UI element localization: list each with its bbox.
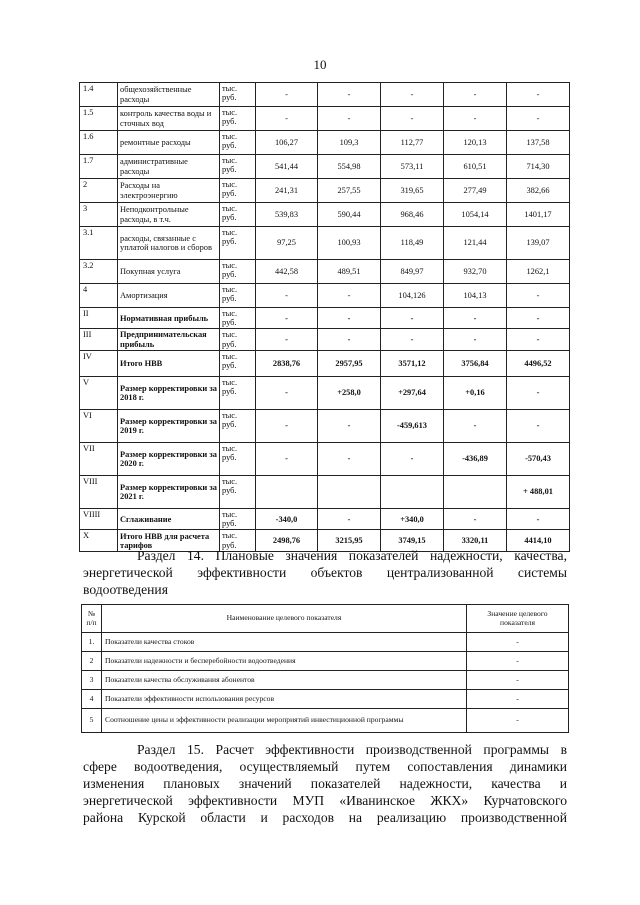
indicator-num: 1. xyxy=(82,633,102,652)
row-code: 1.7 xyxy=(80,155,118,179)
table-row xyxy=(80,350,570,376)
indicator-value: - xyxy=(467,709,569,733)
row-value: 1054,14 xyxy=(444,203,507,227)
row-name: Неподконтрольные расходы, в т.ч. xyxy=(118,203,220,227)
indicator-name: Показатели качества обслуживания абонентов xyxy=(102,671,467,690)
row-code: 1.6 xyxy=(80,131,118,155)
row-value: - xyxy=(256,284,318,308)
indicator-num: 2 xyxy=(82,652,102,671)
row-value: 257,55 xyxy=(318,179,381,203)
row-code: X xyxy=(80,530,118,552)
row-name: Нормативная прибыль xyxy=(118,308,220,329)
row-code: III xyxy=(80,329,118,350)
row-value: + 488,01 xyxy=(507,475,570,508)
row-value: - xyxy=(256,376,318,409)
indicator-num: 4 xyxy=(82,690,102,709)
row-value: 277,49 xyxy=(444,179,507,203)
row-value: 541,44 xyxy=(256,155,318,179)
row-value: 382,66 xyxy=(507,179,570,203)
row-code: 1.5 xyxy=(80,107,118,131)
row-value xyxy=(444,475,507,508)
row-value: - xyxy=(507,284,570,308)
indicator-num: 5 xyxy=(82,709,102,733)
row-value: - xyxy=(256,329,318,350)
row-name: Расходы на электроэнергию xyxy=(118,179,220,203)
row-name: Размер корректировки за 2019 г. xyxy=(118,409,220,442)
row-unit: тыс. руб. xyxy=(220,442,256,475)
row-value: - xyxy=(507,409,570,442)
table-row xyxy=(80,107,570,131)
row-code: VII xyxy=(80,442,118,475)
row-value: 109,3 xyxy=(318,131,381,155)
table-row xyxy=(82,671,569,690)
section-15-line: района Курской области и расходов на реализацию производственной xyxy=(83,810,567,825)
row-unit: тыс. руб. xyxy=(220,131,256,155)
row-code: 4 xyxy=(80,284,118,308)
row-value: 539,83 xyxy=(256,203,318,227)
table-row xyxy=(80,475,570,508)
row-value: 2838,76 xyxy=(256,350,318,376)
row-value: - xyxy=(507,308,570,329)
row-value: 2498,76 xyxy=(256,530,318,552)
table-row xyxy=(80,260,570,284)
row-value: - xyxy=(256,442,318,475)
row-unit: тыс. руб. xyxy=(220,350,256,376)
row-value: - xyxy=(381,308,444,329)
row-value: - xyxy=(444,329,507,350)
row-value: 573,11 xyxy=(381,155,444,179)
row-value: - xyxy=(507,107,570,131)
row-unit: тыс. руб. xyxy=(220,203,256,227)
row-value: 932,70 xyxy=(444,260,507,284)
row-value: -436,89 xyxy=(444,442,507,475)
page-number: 10 xyxy=(313,57,327,72)
row-value: - xyxy=(318,284,381,308)
table-row xyxy=(80,376,570,409)
row-code: 1.4 xyxy=(80,83,118,107)
row-value: 3571,12 xyxy=(381,350,444,376)
row-unit: тыс. руб. xyxy=(220,376,256,409)
row-value: 3320,11 xyxy=(444,530,507,552)
row-value: -340,0 xyxy=(256,508,318,529)
row-unit: тыс. руб. xyxy=(220,475,256,508)
row-value: 2957,95 xyxy=(318,350,381,376)
row-value: 139,07 xyxy=(507,227,570,260)
row-unit: тыс. руб. xyxy=(220,508,256,529)
row-value: - xyxy=(318,83,381,107)
row-name: расходы, связанные с уплатой налогов и сборов xyxy=(118,227,220,260)
row-value: 104,13 xyxy=(444,284,507,308)
row-value: 554,98 xyxy=(318,155,381,179)
row-value: - xyxy=(507,376,570,409)
indicator-value: - xyxy=(467,671,569,690)
row-unit: тыс. руб. xyxy=(220,329,256,350)
row-name: общехозяйственные расходы xyxy=(118,83,220,107)
row-value: - xyxy=(318,442,381,475)
section-15-line: сфере водоотведения, осуществляемый путем сопоставления динамики xyxy=(83,759,567,774)
row-value: -459,613 xyxy=(381,409,444,442)
row-value: - xyxy=(256,308,318,329)
row-value: 489,51 xyxy=(318,260,381,284)
row-value: 100,93 xyxy=(318,227,381,260)
indicator-name: Показатели качества стоков xyxy=(102,633,467,652)
row-value xyxy=(318,475,381,508)
row-unit: тыс. руб. xyxy=(220,179,256,203)
row-value: - xyxy=(444,107,507,131)
row-value: 610,51 xyxy=(444,155,507,179)
row-value: 849,97 xyxy=(381,260,444,284)
row-unit: тыс. руб. xyxy=(220,409,256,442)
indicator-name: Показатели надежности и бесперебойности водоотведения xyxy=(102,652,467,671)
row-value: +0,16 xyxy=(444,376,507,409)
row-value: - xyxy=(381,329,444,350)
row-value: - xyxy=(318,508,381,529)
row-value: 442,58 xyxy=(256,260,318,284)
row-value: 1401,17 xyxy=(507,203,570,227)
table-row xyxy=(82,633,569,652)
row-value: - xyxy=(444,508,507,529)
row-value xyxy=(381,475,444,508)
row-unit: тыс. руб. xyxy=(220,227,256,260)
row-name: Размер корректировки за 2021 г. xyxy=(118,475,220,508)
row-value: 3749,15 xyxy=(381,530,444,552)
header-name: Наименование целевого показателя xyxy=(102,605,467,633)
indicator-num: 3 xyxy=(82,671,102,690)
section-14-heading xyxy=(83,547,567,598)
row-value: 97,25 xyxy=(256,227,318,260)
table-row xyxy=(80,131,570,155)
row-value: 112,77 xyxy=(381,131,444,155)
table-row xyxy=(82,652,569,671)
row-value: 120,13 xyxy=(444,131,507,155)
row-code: 3 xyxy=(80,203,118,227)
table-row xyxy=(80,284,570,308)
header-value: Значение целевого показателя xyxy=(467,605,569,633)
row-code: 3.1 xyxy=(80,227,118,260)
section-15-line: изменения плановых значений показателей надежности, качества и xyxy=(83,776,567,791)
section-15-line: энергетической эффективности МУП «Иванинское ЖКХ» Курчатовского xyxy=(83,793,567,808)
row-value: - xyxy=(507,508,570,529)
row-name: административные расходы xyxy=(118,155,220,179)
table-row xyxy=(80,409,570,442)
row-code: V xyxy=(80,376,118,409)
row-value: 714,30 xyxy=(507,155,570,179)
row-name: ремонтные расходы xyxy=(118,131,220,155)
row-code: 2 xyxy=(80,179,118,203)
row-value: +258,0 xyxy=(318,376,381,409)
section-15-line: Раздел 15. Расчет эффективности производственной программы в xyxy=(137,742,567,757)
row-value: - xyxy=(256,83,318,107)
row-name: контроль качества воды и сточных вод xyxy=(118,107,220,131)
row-value: - xyxy=(318,308,381,329)
row-value: 3215,95 xyxy=(318,530,381,552)
indicator-value: - xyxy=(467,652,569,671)
row-code: 3.2 xyxy=(80,260,118,284)
row-value: - xyxy=(256,107,318,131)
row-value: +297,64 xyxy=(381,376,444,409)
header-num: № п/п xyxy=(82,605,102,633)
table-row xyxy=(80,155,570,179)
row-code: IV xyxy=(80,350,118,376)
row-name: Амортизация xyxy=(118,284,220,308)
indicator-value: - xyxy=(467,633,569,652)
row-name: Размер корректировки за 2020 г. xyxy=(118,442,220,475)
table-row xyxy=(80,227,570,260)
row-value: - xyxy=(318,329,381,350)
row-name: Размер корректировки за 2018 г. xyxy=(118,376,220,409)
row-unit: тыс. руб. xyxy=(220,308,256,329)
table-row xyxy=(80,329,570,350)
table-row xyxy=(80,83,570,107)
table-row xyxy=(80,508,570,529)
row-value: +340,0 xyxy=(381,508,444,529)
row-value: 241,31 xyxy=(256,179,318,203)
row-name: Покупная услуга xyxy=(118,260,220,284)
row-value: 968,46 xyxy=(381,203,444,227)
table-row xyxy=(80,179,570,203)
row-code: II xyxy=(80,308,118,329)
row-value: 319,65 xyxy=(381,179,444,203)
row-value: 4414,10 xyxy=(507,530,570,552)
indicator-value: - xyxy=(467,690,569,709)
row-value: - xyxy=(256,409,318,442)
row-value: 4496,52 xyxy=(507,350,570,376)
row-value: - xyxy=(381,83,444,107)
row-code: VIIII xyxy=(80,508,118,529)
row-unit: тыс. руб. xyxy=(220,155,256,179)
row-code: VIII xyxy=(80,475,118,508)
row-unit: тыс. руб. xyxy=(220,530,256,552)
row-name: Предпринимательская прибыль xyxy=(118,329,220,350)
row-value: - xyxy=(444,83,507,107)
indicator-name: Показатели эффективности использования ресурсов xyxy=(102,690,467,709)
row-name: Итого НВВ xyxy=(118,350,220,376)
table-row xyxy=(80,442,570,475)
section-14-line: Раздел 14. Плановые значения показателей надежности, качества, xyxy=(137,548,567,563)
row-name: Итого НВВ для расчета тарифов xyxy=(118,530,220,552)
row-value: - xyxy=(507,83,570,107)
row-value: - xyxy=(507,329,570,350)
cost-table xyxy=(79,82,570,552)
row-code: VI xyxy=(80,409,118,442)
row-unit: тыс. руб. xyxy=(220,284,256,308)
section-15-paragraph xyxy=(83,741,567,826)
row-value: - xyxy=(444,409,507,442)
row-value: 118,49 xyxy=(381,227,444,260)
row-value: 137,58 xyxy=(507,131,570,155)
section-14-line: водоотведения xyxy=(83,582,168,597)
row-value: 3756,84 xyxy=(444,350,507,376)
row-unit: тыс. руб. xyxy=(220,83,256,107)
row-value: -570,43 xyxy=(507,442,570,475)
row-value: - xyxy=(381,107,444,131)
table-row xyxy=(80,308,570,329)
table-row xyxy=(82,690,569,709)
indicators-table xyxy=(81,604,569,733)
indicator-name: Соотношение цены и эффективности реализации мероприятий инвестиционной программы xyxy=(102,709,467,733)
row-value: 1262,1 xyxy=(507,260,570,284)
row-value: 121,44 xyxy=(444,227,507,260)
row-value: 104,126 xyxy=(381,284,444,308)
row-value: - xyxy=(318,107,381,131)
row-unit: тыс. руб. xyxy=(220,107,256,131)
table-row xyxy=(80,203,570,227)
row-unit: тыс. руб. xyxy=(220,260,256,284)
row-value: 106,27 xyxy=(256,131,318,155)
row-value xyxy=(256,475,318,508)
row-name: Сглаживание xyxy=(118,508,220,529)
row-value: 590,44 xyxy=(318,203,381,227)
table-row xyxy=(82,709,569,733)
row-value: - xyxy=(381,442,444,475)
row-value: - xyxy=(444,308,507,329)
section-14-line: энергетической эффективности объектов централизованной системы xyxy=(83,565,567,580)
row-value: - xyxy=(318,409,381,442)
